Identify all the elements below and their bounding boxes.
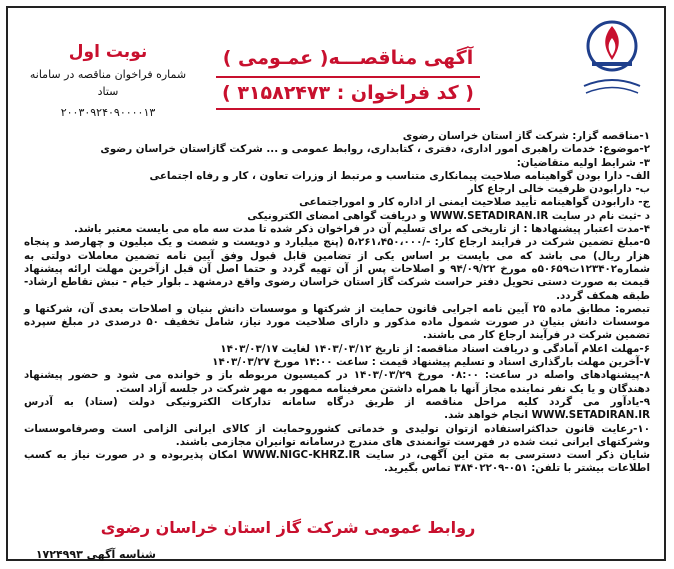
ad-body — [24, 130, 650, 476]
body-line: ج- دارابودن گواهینامه تأیید صلاحیت ایمنی از اداره کار و اموراجتماعی — [299, 196, 650, 209]
gas-flame-logo-icon — [570, 16, 654, 100]
body-line: ۴-مدت اعتبار پیشنهادها : از تاریخی که برای تسلیم آن در فراخوان ذکر شده تا مدت سه ماه می بایست معتبر باشد. — [73, 223, 650, 236]
body-line: ۱۰-رعایت قانون حداکثراستفاده ازتوان تولیدی و خدماتی کشوروحمایت از کالای ایرانی الزامی است وصرفاموسسات وشرکتهای ایرانی ثبت شده در فهرست توانمندی های مندرج درسامانه توانیران مجازمی باشند. — [24, 422, 650, 448]
body-line: ۸-پیشنهادهای واصله در ساعت: ۰۸:۰۰ مورخ ۱۴۰۳/۰۳/۲۹ در کمیسیون مربوطه باز و خوانده می شود و حضور پیشنهاد دهندگان و یا یک نفر نماینده مجاز آنها با همراه داشتن معرفینامه ممهور به مهر شرکت در جلسه آزاد است. — [24, 369, 651, 395]
nigc-logo — [570, 16, 654, 102]
publisher-signature: روابط عمومی شرکت گاز استان خراسان رضوی — [100, 518, 476, 537]
setad-label: شماره فراخوان مناقصه در سامانه ستاد — [29, 68, 187, 98]
body-line: د -ثبت نام در سایت WWW.SETADIRAN.IR و دریافت گواهی امضای الکترونیکی — [247, 209, 650, 222]
body-line: ۱-مناقصه گزار: شرکت گاز استان خراسان رضوی — [402, 130, 650, 142]
ad-title: آگهی مناقصـــه( عمـومی ) — [222, 47, 474, 69]
tender-code: ( کد فراخوان : ۳۱۵۸۲۴۷۳ ) — [216, 76, 480, 110]
body-line: ۲-موضوع: خدمات راهبری امور اداری، دفتری ، کتابداری، روابط عمومی و ... شرکت گازاستان خراسان رضوی — [100, 143, 650, 156]
round-label: نوبت اول — [68, 42, 148, 62]
setad-number: ۲۰۰۳۰۹۲۴۰۹۰۰۰۰۱۳ — [60, 106, 156, 119]
setad-info — [18, 42, 198, 121]
ad-id-value: ۱۷۲۴۹۹۳ — [35, 548, 83, 561]
body-line: ۷-آخرین مهلت بارگذاری اسناد و تسلیم پیشنهاد قیمت : ساعت ۱۴:۰۰ مورخ ۱۴۰۳/۰۳/۲۷ — [212, 356, 650, 369]
body-line: ۳- شرایط اولیه متقاضیان: — [516, 156, 650, 169]
body-line: ۹-یادآور می گردد کلیه مراحل مناقصه از طریق درگاه سامانه تدارکات الکترونیکی دولت (ستاد) به آدرس WWW.SETADIRAN.IR انجام خواهد شد. — [24, 395, 650, 422]
title-block — [203, 44, 493, 110]
tender-advertisement — [6, 6, 666, 561]
body-line: شایان ذکر است دسترسی به متن این آگهی، در سایت WWW.NIGC-KHRZ.IR امکان پذیربوده و در صورت نیاز به کسب اطلاعات بیشتر با تلفن: ۰۵۱-۳۸۴۰۲۲۰۹ تماس بگیرید. — [24, 449, 650, 475]
ad-identifier — [36, 548, 156, 561]
body-line: الف- دارا بودن گواهینامه صلاحیت پیمانکاری متناسب و مرتبط از وزرات تعاون ، کار و رفاه اجتماعی — [149, 169, 650, 182]
ad-id-label: شناسه آگهی — [86, 548, 156, 561]
body-line: تبصره: مطابق ماده ۲۵ آیین نامه اجرایی قانون حمایت از شرکتها و موسسات دانش بنیان و اصلاحات بعدی آن، شرکتها و موسسات دانش بنیان در صورت شمول ماده مذکور و دارای صلاحیت مورد نیاز، شامل تخفیف ۵۰ درصدی در مبلغ سپرده تضمین شرکت در فرآیند ارجاع کار می باشند. — [24, 302, 650, 342]
body-line: ۵-مبلغ تضمین شرکت در فرایند ارجاع کار: -/۵،۲۶۱،۴۵۰،۰۰۰ (پنج میلیارد و دویست و شصت و یک میلیون و چهارصد و پنجاه هزار ریال) می باشد که می بایست بر اساس یکی از تضامین قابل قبول وفق آیین نامه تضمین معاملات دولتی به شماره۱۲۳۴۰۲ت۵۰۶۵۹ه مورخ ۹۴/۰۹/۲۲ و اصلاحات پس از آن تهیه گردد و حتما اصل آن قبل ازآخرین مهلت ارائه پیشنهاد قیمت به صورت دستی تحویل دفتر حراست شرکت گاز استان خراسان رضوی واقع درمشهد ـ بلوار خیام - نبش تقاطع ارشاد- طبقه همکف گردد. — [24, 236, 651, 302]
body-line: ۶-مهلت اعلام آمادگی و دریافت اسناد مناقصه: از تاریخ ۱۴۰۳/۰۳/۱۲ لغایت ۱۴۰۳/۰۳/۱۷ — [220, 342, 650, 355]
body-line: ب- دارابودن ظرفیت خالی ارجاع کار — [467, 183, 650, 196]
